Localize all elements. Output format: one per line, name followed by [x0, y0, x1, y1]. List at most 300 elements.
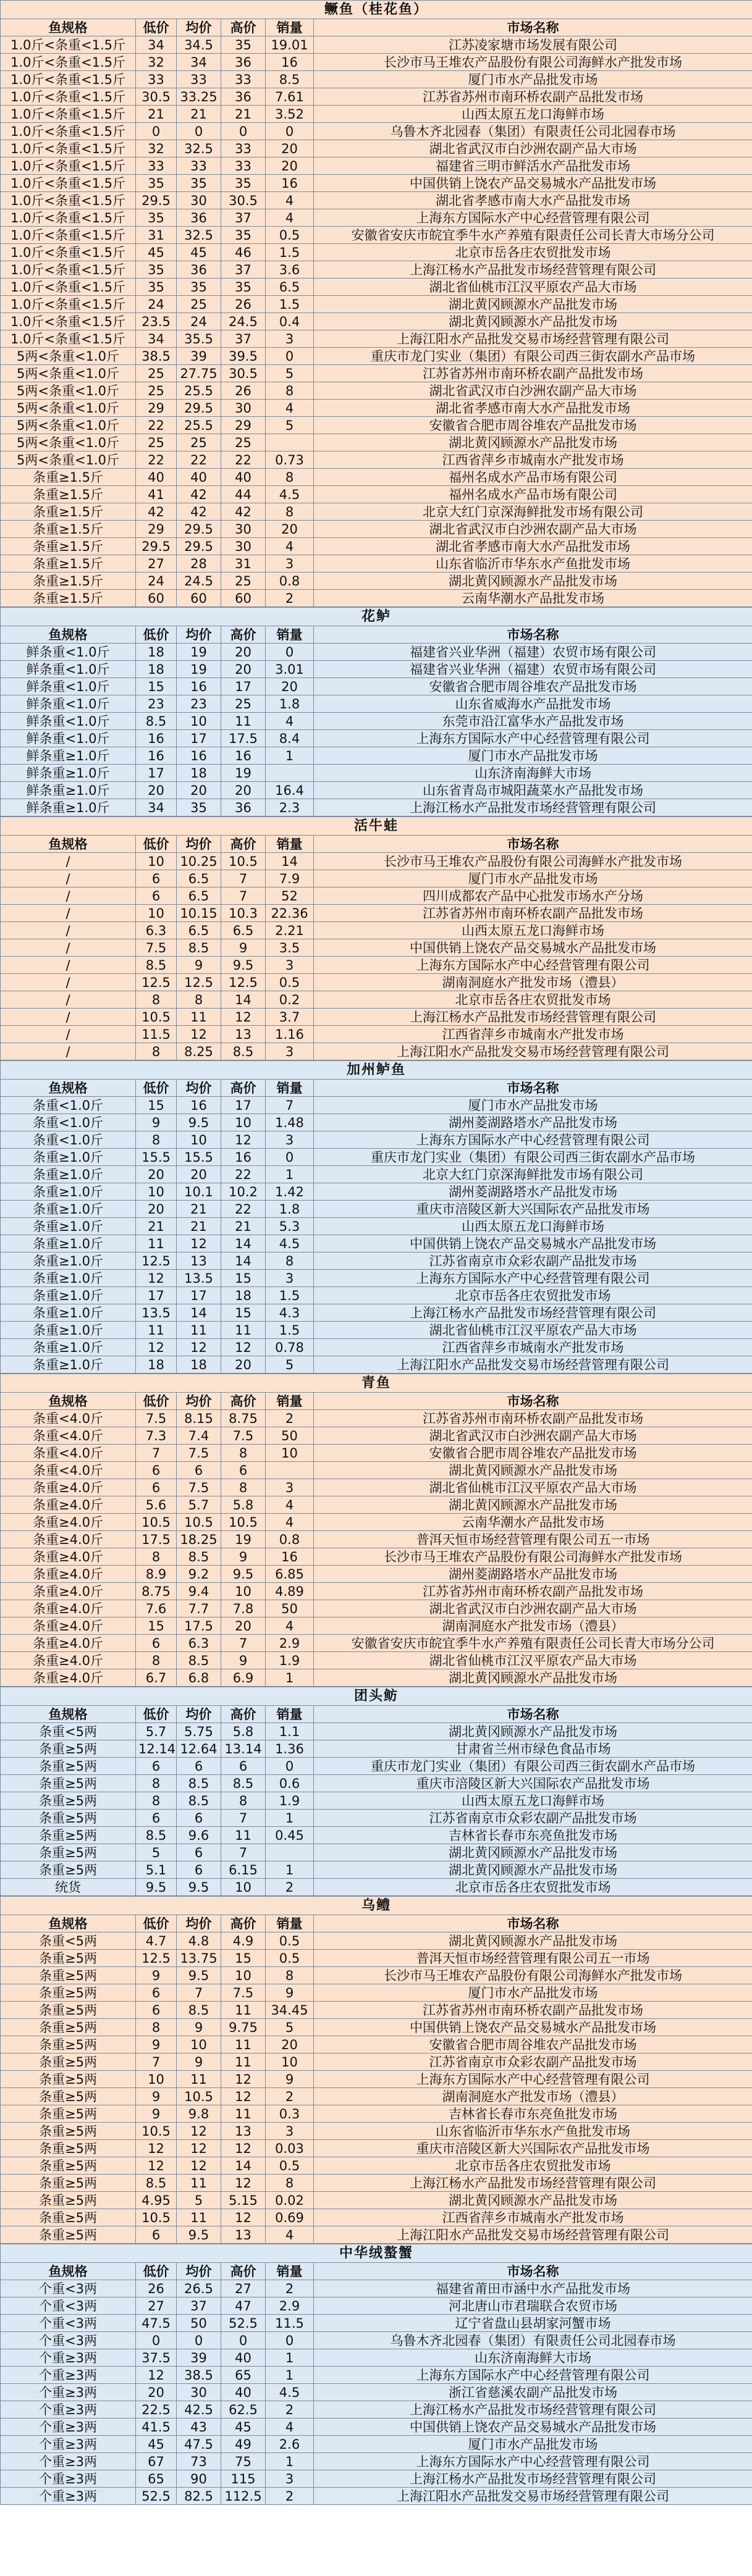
table-row	[1, 1775, 752, 1792]
cell-low: 4.7	[136, 1932, 177, 1950]
cell-high: 75	[221, 2453, 266, 2470]
table-row	[1, 1097, 752, 1114]
cell-avg: 10.1	[177, 1183, 221, 1201]
cell-avg: 8.5	[177, 1548, 221, 1566]
cell-spec: 条重≥1.0斤	[1, 1304, 136, 1322]
table-row	[1, 1356, 752, 1374]
cell-low: 16	[136, 747, 177, 765]
cell-market: 上海东方国际水产中心经营管理有限公司	[314, 2367, 752, 2384]
cell-spec: 条重≥5两	[1, 2209, 136, 2226]
cell-low: 67	[136, 2453, 177, 2470]
cell-low: 6	[136, 1635, 177, 1652]
cell-low: 32	[136, 54, 177, 71]
table-row	[1, 1950, 752, 1967]
cell-avg: 19	[177, 644, 221, 661]
header-row	[1, 626, 752, 644]
cell-volume: 3	[266, 2123, 314, 2140]
cell-volume: 6.85	[266, 1566, 314, 1583]
cell-avg: 9	[177, 2019, 221, 2036]
cell-market: 河北唐山市君瑞联合农贸市场	[314, 2297, 752, 2315]
cell-avg: 34.5	[177, 36, 221, 54]
cell-market: 浙江省慈溪农副产品批发市场	[314, 2384, 752, 2401]
cell-volume: 2	[266, 590, 314, 607]
cell-low: 23	[136, 695, 177, 713]
cell-avg: 21	[177, 1201, 221, 1218]
cell-high: 12	[221, 2175, 266, 2192]
column-header-avg: 均价	[177, 836, 221, 853]
cell-avg: 21	[177, 1218, 221, 1235]
cell-volume: 1	[266, 747, 314, 765]
cell-high: 60	[221, 590, 266, 607]
column-header-market: 市场名称	[314, 626, 752, 644]
cell-low: 6	[136, 1479, 177, 1496]
cell-low: 27	[136, 2297, 177, 2315]
cell-low: 32	[136, 140, 177, 157]
cell-market: 上海江阳水产品批发交易市场经营管理有限公司	[314, 1043, 752, 1060]
cell-spec: 条重≥4.0斤	[1, 1635, 136, 1652]
cell-avg: 6	[177, 1861, 221, 1879]
table-row	[1, 2226, 752, 2244]
cell-market: 湖北省仙桃市江汉平原农产品大市场	[314, 279, 752, 296]
table-row	[1, 2157, 752, 2175]
table-row	[1, 573, 752, 590]
cell-market: 安徽省合肥市周谷堆农产品批发市场	[314, 678, 752, 695]
cell-market: 湖南洞庭水产批发市场（澧县）	[314, 1617, 752, 1635]
column-header-volume: 销量	[266, 1706, 314, 1723]
cell-volume: 6.5	[266, 279, 314, 296]
cell-spec: 条重≥1.0斤	[1, 1218, 136, 1235]
table-row	[1, 2036, 752, 2054]
cell-avg: 8.5	[177, 1775, 221, 1792]
table-row	[1, 1445, 752, 1462]
cell-volume: 50	[266, 1427, 314, 1445]
cell-volume: 20	[266, 140, 314, 157]
cell-market: 湖北黄冈顾源水产品批发市场	[314, 1861, 752, 1879]
cell-spec: 条重<4.0斤	[1, 1462, 136, 1479]
section-title: 青鱼	[1, 1374, 752, 1393]
cell-low: 12	[136, 2140, 177, 2157]
cell-volume: 14	[266, 853, 314, 870]
cell-low: 41.5	[136, 2419, 177, 2436]
table-row	[1, 1723, 752, 1740]
cell-high: 12	[221, 2209, 266, 2226]
cell-volume: 1.16	[266, 1026, 314, 1043]
cell-volume: 1.5	[266, 244, 314, 261]
cell-volume: 0	[266, 644, 314, 661]
cell-low: 29	[136, 521, 177, 538]
cell-low: 33	[136, 71, 177, 88]
cell-high: 21	[221, 106, 266, 123]
cell-low: 20	[136, 1201, 177, 1218]
cell-spec: 条重≥5两	[1, 2157, 136, 2175]
cell-avg: 10	[177, 713, 221, 730]
cell-avg: 8.5	[177, 1792, 221, 1810]
cell-avg: 33	[177, 157, 221, 175]
cell-high: 13	[221, 2226, 266, 2244]
column-header-high: 高价	[221, 1706, 266, 1723]
cell-low: 26	[136, 2280, 177, 2297]
cell-market: 福建省兴业华洲（福建）农贸市场有限公司	[314, 661, 752, 678]
column-header-market: 市场名称	[314, 1706, 752, 1723]
cell-high: 62.5	[221, 2401, 266, 2419]
cell-market: 北京市岳各庄农贸批发市场	[314, 991, 752, 1009]
cell-low: 6	[136, 2002, 177, 2019]
cell-spec: 5两<条重<1.0斤	[1, 382, 136, 400]
cell-volume: 16	[266, 1548, 314, 1566]
cell-low: 6	[136, 1984, 177, 2002]
cell-high: 22	[221, 1201, 266, 1218]
table-row	[1, 1235, 752, 1252]
cell-low: 30.5	[136, 88, 177, 106]
cell-volume: 0.8	[266, 1531, 314, 1548]
cell-low: 5.7	[136, 1723, 177, 1740]
table-row	[1, 678, 752, 695]
cell-low: 31	[136, 227, 177, 244]
table-row	[1, 1270, 752, 1287]
cell-high: 10.5	[221, 1514, 266, 1531]
cell-volume: 0.45	[266, 1827, 314, 1844]
table-row	[1, 730, 752, 747]
cell-high: 0	[221, 123, 266, 140]
column-header-low: 低价	[136, 1915, 177, 1932]
table-row	[1, 71, 752, 88]
cell-market: 湖北黄冈顾源水产品批发市场	[314, 1932, 752, 1950]
column-header-volume: 销量	[266, 19, 314, 36]
cell-spec: 鲜条重<1.0斤	[1, 713, 136, 730]
cell-high: 31	[221, 555, 266, 573]
cell-high: 15	[221, 1270, 266, 1287]
cell-high: 40	[221, 2384, 266, 2401]
cell-spec: 条重≥1.5斤	[1, 538, 136, 555]
cell-low: 7.5	[136, 939, 177, 957]
cell-high: 20	[221, 782, 266, 799]
cell-market: 湖北黄冈顾源水产品批发市场	[314, 1844, 752, 1861]
cell-low: 12	[136, 1339, 177, 1356]
cell-avg: 35.5	[177, 330, 221, 348]
section-table	[0, 816, 752, 1060]
cell-volume: 0.2	[266, 991, 314, 1009]
cell-high: 21	[221, 1218, 266, 1235]
cell-market: 江西省萍乡市城南水产批发市场	[314, 1026, 752, 1043]
cell-market: 福建省兴业华洲（福建）农贸市场有限公司	[314, 644, 752, 661]
cell-spec: 条重≥5两	[1, 1844, 136, 1861]
cell-avg: 25	[177, 296, 221, 313]
cell-avg: 16	[177, 747, 221, 765]
cell-volume: 1	[266, 1810, 314, 1827]
cell-spec: 个重≥3两	[1, 2488, 136, 2505]
cell-high: 25	[221, 434, 266, 451]
cell-high: 20	[221, 661, 266, 678]
cell-avg: 12	[177, 2123, 221, 2140]
section-table	[0, 1687, 752, 1896]
cell-high: 13	[221, 1026, 266, 1043]
column-header-volume: 销量	[266, 1080, 314, 1097]
cell-market: 重庆市涪陵区新大兴国际农产品批发市场	[314, 1201, 752, 1218]
cell-market: 厦门市水产品批发市场	[314, 1984, 752, 2002]
cell-high: 20	[221, 1617, 266, 1635]
cell-volume: 4	[266, 2419, 314, 2436]
cell-low: 10	[136, 2071, 177, 2088]
table-row	[1, 503, 752, 521]
table-row	[1, 713, 752, 730]
cell-spec: 1.0斤<条重<1.5斤	[1, 157, 136, 175]
table-row	[1, 1879, 752, 1896]
cell-spec: 条重≥5两	[1, 2054, 136, 2071]
table-row	[1, 1427, 752, 1445]
cell-high: 25	[221, 573, 266, 590]
cell-volume: 8	[266, 2175, 314, 2192]
cell-market: 上海东方国际水产中心经营管理有限公司	[314, 1131, 752, 1149]
cell-low: 25	[136, 434, 177, 451]
cell-volume: 0.6	[266, 1775, 314, 1792]
cell-avg: 7.5	[177, 1479, 221, 1496]
header-row	[1, 1393, 752, 1410]
cell-market: 江西省萍乡市城南水产批发市场	[314, 1339, 752, 1356]
column-header-high: 高价	[221, 1915, 266, 1932]
cell-avg: 7.7	[177, 1600, 221, 1617]
cell-low: 6	[136, 870, 177, 887]
cell-spec: 1.0斤<条重<1.5斤	[1, 175, 136, 192]
cell-spec: 条重≥1.0斤	[1, 1235, 136, 1252]
cell-avg: 12	[177, 1339, 221, 1356]
column-header-high: 高价	[221, 836, 266, 853]
cell-market: 湖北省仙桃市江汉平原农产品大市场	[314, 1652, 752, 1669]
cell-low: 25	[136, 365, 177, 382]
cell-volume: 4.5	[266, 1235, 314, 1252]
table-row	[1, 695, 752, 713]
cell-high: 65	[221, 2367, 266, 2384]
cell-low: 22.5	[136, 2401, 177, 2419]
table-row	[1, 521, 752, 538]
table-row	[1, 123, 752, 140]
cell-high: 13.14	[221, 1740, 266, 1758]
cell-market: 江西省萍乡市城南水产批发市场	[314, 2209, 752, 2226]
cell-market: 湖北黄冈顾源水产品批发市场	[314, 1723, 752, 1740]
cell-market: 云南华潮水产品批发市场	[314, 1514, 752, 1531]
cell-spec: /	[1, 1043, 136, 1060]
table-row	[1, 2297, 752, 2315]
cell-low: 0	[136, 2332, 177, 2349]
cell-high: 6.9	[221, 1669, 266, 1687]
cell-avg: 11	[177, 2175, 221, 2192]
table-row	[1, 1669, 752, 1687]
cell-spec: 鲜条重<1.0斤	[1, 661, 136, 678]
cell-high: 7.5	[221, 1427, 266, 1445]
cell-low: 20	[136, 1166, 177, 1183]
cell-volume: 4	[266, 209, 314, 227]
cell-low: 47.5	[136, 2315, 177, 2332]
section-title: 团头鲂	[1, 1687, 752, 1706]
cell-spec: 条重≥5两	[1, 1967, 136, 1984]
cell-volume: 0.02	[266, 2192, 314, 2209]
cell-avg: 25.5	[177, 382, 221, 400]
cell-low: 29.5	[136, 538, 177, 555]
cell-avg: 5.75	[177, 1723, 221, 1740]
cell-market: 湖州菱湖路塔水产品批发市场	[314, 1183, 752, 1201]
cell-spec: 个重<3两	[1, 2315, 136, 2332]
column-header-market: 市场名称	[314, 1915, 752, 1932]
cell-market: 普洱天恒市场经营管理有限公司五一市场	[314, 1531, 752, 1548]
cell-market: 重庆市龙门实业（集团）有限公司西三街农副水产品市场	[314, 1758, 752, 1775]
cell-high: 112.5	[221, 2488, 266, 2505]
cell-low: 8	[136, 1652, 177, 1669]
cell-spec: 条重<5两	[1, 1723, 136, 1740]
cell-market: 湖北省孝感市南大水产品批发市场	[314, 538, 752, 555]
cell-spec: 条重≥5两	[1, 1950, 136, 1967]
cell-low: 12.5	[136, 1950, 177, 1967]
table-row	[1, 782, 752, 799]
cell-high: 14	[221, 991, 266, 1009]
cell-avg: 73	[177, 2453, 221, 2470]
cell-spec: /	[1, 870, 136, 887]
cell-market: 山西太原五龙口海鲜市场	[314, 1218, 752, 1235]
cell-spec: 条重<1.0斤	[1, 1114, 136, 1131]
cell-avg: 0	[177, 2332, 221, 2349]
cell-spec: /	[1, 1026, 136, 1043]
cell-market: 福州名成水产品市场有限公司	[314, 486, 752, 503]
cell-avg: 82.5	[177, 2488, 221, 2505]
cell-avg: 29.5	[177, 521, 221, 538]
cell-avg: 47.5	[177, 2436, 221, 2453]
cell-market: 北京市岳各庄农贸批发市场	[314, 2157, 752, 2175]
cell-market: 江苏省苏州市南环桥农副产品批发市场	[314, 1583, 752, 1600]
cell-high: 12	[221, 2071, 266, 2088]
cell-volume: 2.9	[266, 1635, 314, 1652]
column-header-market: 市场名称	[314, 1080, 752, 1097]
cell-spec: /	[1, 905, 136, 922]
table-row	[1, 1984, 752, 2002]
column-header-volume: 销量	[266, 2263, 314, 2280]
cell-high: 42	[221, 503, 266, 521]
cell-volume: 5	[266, 1356, 314, 1374]
cell-volume: 0.69	[266, 2209, 314, 2226]
cell-volume: 3.52	[266, 106, 314, 123]
cell-avg: 22	[177, 451, 221, 469]
cell-volume: 4.3	[266, 1304, 314, 1322]
table-row	[1, 451, 752, 469]
cell-high: 7.5	[221, 1984, 266, 2002]
table-row	[1, 1462, 752, 1479]
cell-low: 6	[136, 1462, 177, 1479]
cell-spec: 条重≥4.0斤	[1, 1600, 136, 1617]
table-row	[1, 2470, 752, 2488]
cell-low: 15	[136, 678, 177, 695]
cell-market: 吉林省长春市东亮鱼批发市场	[314, 2105, 752, 2123]
table-row	[1, 1531, 752, 1548]
cell-volume: 10	[266, 1445, 314, 1462]
cell-low: 11	[136, 1322, 177, 1339]
cell-high: 16	[221, 747, 266, 765]
cell-market: 上海江杨水产品批发市场经营管理有限公司	[314, 2401, 752, 2419]
column-header-high: 高价	[221, 1393, 266, 1410]
cell-high: 37	[221, 330, 266, 348]
table-row	[1, 2105, 752, 2123]
table-row	[1, 2140, 752, 2157]
cell-market: 上海东方国际水产中心经营管理有限公司	[314, 209, 752, 227]
cell-spec: 5两<条重<1.0斤	[1, 417, 136, 434]
cell-avg: 9.5	[177, 2226, 221, 2244]
cell-volume: 1.8	[266, 1201, 314, 1218]
cell-market: 湖北黄冈顾源水产品批发市场	[314, 313, 752, 330]
cell-low: 12	[136, 2367, 177, 2384]
cell-spec: 5两<条重<1.0斤	[1, 451, 136, 469]
cell-market: 长沙市马王堆农产品股份有限公司海鲜水产批发市场	[314, 853, 752, 870]
cell-high: 9.5	[221, 957, 266, 974]
cell-low: 17	[136, 765, 177, 782]
cell-spec: /	[1, 853, 136, 870]
cell-low: 8.5	[136, 1827, 177, 1844]
cell-volume: 3.01	[266, 661, 314, 678]
cell-spec: 条重≥4.0斤	[1, 1652, 136, 1669]
cell-high: 45	[221, 2419, 266, 2436]
table-row	[1, 939, 752, 957]
cell-low: 9	[136, 2105, 177, 2123]
cell-high: 35	[221, 227, 266, 244]
cell-avg: 9.5	[177, 1879, 221, 1896]
cell-low: 25	[136, 382, 177, 400]
cell-volume: 1	[266, 1669, 314, 1687]
table-row	[1, 1043, 752, 1060]
cell-volume: 8	[266, 503, 314, 521]
cell-high: 17	[221, 678, 266, 695]
cell-spec: /	[1, 974, 136, 991]
cell-volume: 0	[266, 123, 314, 140]
table-row	[1, 2384, 752, 2401]
cell-low: 10.5	[136, 1009, 177, 1026]
table-row	[1, 1566, 752, 1583]
table-row	[1, 747, 752, 765]
cell-market: 上海东方国际水产中心经营管理有限公司	[314, 1270, 752, 1287]
cell-volume: 1.5	[266, 1287, 314, 1304]
cell-high: 46	[221, 244, 266, 261]
column-header-avg: 均价	[177, 1706, 221, 1723]
cell-volume: 3.7	[266, 1009, 314, 1026]
cell-high: 10	[221, 1879, 266, 1896]
cell-high: 25	[221, 695, 266, 713]
cell-avg: 16	[177, 1097, 221, 1114]
cell-spec: 鲜条重≥1.0斤	[1, 782, 136, 799]
cell-high: 14	[221, 2157, 266, 2175]
header-row	[1, 1915, 752, 1932]
cell-spec: 条重<5两	[1, 1932, 136, 1950]
cell-high: 33	[221, 157, 266, 175]
cell-low: 23.5	[136, 313, 177, 330]
cell-avg: 9.5	[177, 1967, 221, 1984]
cell-avg: 17	[177, 730, 221, 747]
cell-avg: 8.5	[177, 2002, 221, 2019]
cell-spec: 条重≥1.0斤	[1, 1252, 136, 1270]
cell-high: 12.5	[221, 974, 266, 991]
table-row	[1, 313, 752, 330]
cell-volume: 4	[266, 1514, 314, 1531]
header-row	[1, 19, 752, 36]
cell-high: 14	[221, 1235, 266, 1252]
cell-volume	[266, 1844, 314, 1861]
cell-low: 4.95	[136, 2192, 177, 2209]
cell-low: 9	[136, 1114, 177, 1131]
cell-market: 中国供销上饶农产品交易城水产品批发市场	[314, 175, 752, 192]
table-row	[1, 1617, 752, 1635]
cell-market: 北京市岳各庄农贸批发市场	[314, 244, 752, 261]
cell-market: 甘肃省兰州市绿色食品市场	[314, 1740, 752, 1758]
cell-low: 8.5	[136, 2175, 177, 2192]
cell-low: 60	[136, 590, 177, 607]
table-row	[1, 1287, 752, 1304]
cell-low: 22	[136, 417, 177, 434]
cell-spec: 个重≥3两	[1, 2384, 136, 2401]
cell-high: 40	[221, 2349, 266, 2367]
cell-spec: 条重≥4.0斤	[1, 1583, 136, 1600]
